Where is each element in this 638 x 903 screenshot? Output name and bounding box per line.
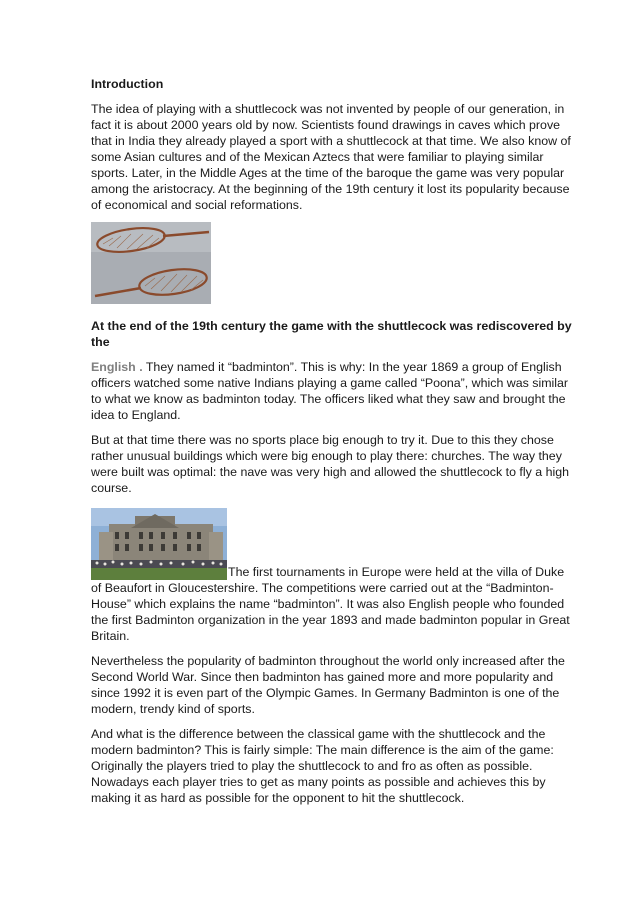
badminton-house-photo (91, 508, 227, 580)
rediscovered-subheading: At the end of the 19th century the game with the shuttlecock was rediscovered by the (91, 319, 572, 349)
tournament-first-line: The first tournaments in Europe were held at the villa of Duke (228, 565, 565, 579)
badminton-name-paragraph (91, 359, 581, 423)
introduction-heading: Introduction (91, 77, 164, 91)
english-word: English . (91, 360, 143, 374)
intro-paragraph: The idea of playing with a shuttlecock was not invented by people of our generation, in fact it is about 2000 years old by now. Scientists found drawings in caves which prove that in India they already played a sport with a shuttlecock at that time. We also know of some Asian cultures and of the Mexican Aztecs that were familiar to playing similar sports. Later, in the Middle Ages at the time of the baroque the game was very popular among the aristocracy. At the beginning of the 19th century it lost its popularity because of economical and social reformations. (91, 102, 571, 212)
tournament-paragraph: of Beaufort in Gloucestershire. The competitions were carried out at the “Badminton-House” which explains the name “badminton”. It was also English people who founded the first Badminton organization in the year 1893 and made badminton popular in Great Britain. (91, 581, 570, 643)
tournament-photo-row (91, 508, 581, 580)
badminton-name-text: They named it “badminton”. This is why: In the year 1869 a group of English officers watched some native Indians playing a game called “Poona”, which was similar to what we know as badminton today. The officers liked what they saw and brought the idea to England. (91, 360, 569, 422)
antique-rackets-photo (91, 222, 211, 304)
churches-paragraph: But at that time there was no sports place big enough to try it. Due to this they chose rather unusual buildings which were big enough to play there: churches. The way they were built was optimal: the nave was very high and allowed the shuttlecock to fly a high course. (91, 433, 569, 495)
difference-paragraph: And what is the difference between the classical game with the shuttlecock and the modern badminton? This is fairly simple: The main difference is the aim of the game: Originally the players tried to play the shuttlecock to and fro as often as possible. Nowadays each player tries to get as many points as possible and achieves this by making it as hard as possible for the opponent to hit the shuttlecock. (91, 727, 554, 805)
document-body (91, 76, 581, 806)
popularity-paragraph: Nevertheless the popularity of badminton throughout the world only increased after the Second World War. Since then badminton has gained more and more popularity and since 1992 it is even part of the Olympic Games. In Germany Badminton is one of the modern, trendy kind of sports. (91, 654, 565, 716)
